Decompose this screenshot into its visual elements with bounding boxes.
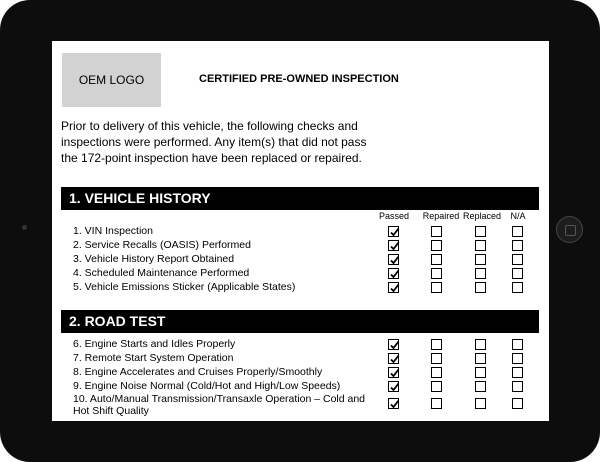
- inspection-item-label: 6. Engine Starts and Idles Properly: [73, 338, 236, 350]
- camera-icon: [22, 225, 27, 230]
- checkbox-passed[interactable]: [388, 268, 399, 279]
- checkbox-na[interactable]: [512, 282, 523, 293]
- checkbox-passed[interactable]: [388, 381, 399, 392]
- section-header: 2. ROAD TEST: [61, 310, 539, 333]
- inspection-row: [52, 393, 549, 417]
- checkbox-replaced[interactable]: [475, 240, 486, 251]
- checkmark-icon: [389, 382, 400, 393]
- section-header: 1. VEHICLE HISTORY: [61, 187, 539, 210]
- document-title: CERTIFIED PRE-OWNED INSPECTION: [199, 73, 399, 85]
- inspection-item-label: 7. Remote Start System Operation: [73, 352, 234, 364]
- checkbox-na[interactable]: [512, 226, 523, 237]
- inspection-item-label: 3. Vehicle History Report Obtained: [73, 253, 235, 265]
- intro-paragraph: [61, 118, 391, 166]
- checkmark-icon: [389, 227, 400, 238]
- inspection-row: [52, 267, 549, 282]
- checkbox-repaired[interactable]: [431, 254, 442, 265]
- checkbox-passed[interactable]: [388, 367, 399, 378]
- inspection-item-label: 2. Service Recalls (OASIS) Performed: [73, 239, 251, 251]
- checkmark-icon: [389, 340, 400, 351]
- checkbox-replaced[interactable]: [475, 367, 486, 378]
- checkbox-na[interactable]: [512, 398, 523, 409]
- checkbox-repaired[interactable]: [431, 240, 442, 251]
- checkbox-replaced[interactable]: [475, 254, 486, 265]
- intro-line: inspections were performed. Any item(s) that did not pass: [61, 135, 367, 149]
- checkbox-na[interactable]: [512, 339, 523, 350]
- inspection-item-label: 4. Scheduled Maintenance Performed: [73, 267, 250, 279]
- checkbox-replaced[interactable]: [475, 268, 486, 279]
- checkmark-icon: [389, 399, 400, 410]
- checkbox-na[interactable]: [512, 240, 523, 251]
- checkmark-icon: [389, 269, 400, 280]
- checkmark-icon: [389, 241, 400, 252]
- checkmark-icon: [389, 354, 400, 365]
- checkbox-na[interactable]: [512, 353, 523, 364]
- checkbox-passed[interactable]: [388, 339, 399, 350]
- inspection-item-label: 10. Auto/Manual Transmission/Transaxle Operation – Cold and Hot Shift Quality: [73, 393, 366, 417]
- home-square-icon: [565, 225, 576, 236]
- checkbox-passed[interactable]: [388, 240, 399, 251]
- checkbox-replaced[interactable]: [475, 226, 486, 237]
- checkbox-passed[interactable]: [388, 282, 399, 293]
- checkbox-na[interactable]: [512, 381, 523, 392]
- inspection-row: [52, 253, 549, 268]
- checkbox-passed[interactable]: [388, 226, 399, 237]
- checkmark-icon: [389, 368, 400, 379]
- inspection-item-label: 1. VIN Inspection: [73, 225, 153, 237]
- column-headers: [52, 211, 549, 223]
- checkbox-passed[interactable]: [388, 254, 399, 265]
- inspection-row: [52, 225, 549, 240]
- checkmark-icon: [389, 255, 400, 266]
- checkbox-na[interactable]: [512, 254, 523, 265]
- checkbox-passed[interactable]: [388, 353, 399, 364]
- checkbox-repaired[interactable]: [431, 367, 442, 378]
- checkbox-repaired[interactable]: [431, 381, 442, 392]
- inspection-item-label: 8. Engine Accelerates and Cruises Properly/Smoothly: [73, 366, 323, 378]
- column-header-na: N/A: [510, 211, 526, 221]
- checkbox-repaired[interactable]: [431, 398, 442, 409]
- inspection-item-label: 5. Vehicle Emissions Sticker (Applicable States): [73, 281, 296, 293]
- inspection-row: [52, 352, 549, 367]
- oem-logo: [62, 53, 161, 107]
- checkbox-replaced[interactable]: [475, 339, 486, 350]
- screen: [52, 41, 549, 421]
- checkbox-repaired[interactable]: [431, 226, 442, 237]
- checkbox-repaired[interactable]: [431, 353, 442, 364]
- logo-text: OEM LOGO: [78, 73, 145, 87]
- checkbox-na[interactable]: [512, 268, 523, 279]
- checkbox-na[interactable]: [512, 367, 523, 378]
- column-header-repaired: Repaired: [422, 211, 460, 221]
- inspection-row: [52, 281, 549, 296]
- checkmark-icon: [389, 283, 400, 294]
- checkbox-replaced[interactable]: [475, 398, 486, 409]
- checkbox-replaced[interactable]: [475, 381, 486, 392]
- checkbox-repaired[interactable]: [431, 339, 442, 350]
- intro-line: the 172-point inspection have been replaced or repaired.: [61, 151, 362, 165]
- checkbox-replaced[interactable]: [475, 282, 486, 293]
- inspection-row: [52, 366, 549, 381]
- checkbox-passed[interactable]: [388, 398, 399, 409]
- checkbox-repaired[interactable]: [431, 268, 442, 279]
- intro-line: Prior to delivery of this vehicle, the following checks and: [61, 119, 358, 133]
- checkbox-replaced[interactable]: [475, 353, 486, 364]
- checkbox-repaired[interactable]: [431, 282, 442, 293]
- inspection-item-label: 9. Engine Noise Normal (Cold/Hot and High/Low Speeds): [73, 380, 341, 392]
- column-header-replaced: Replaced: [462, 211, 502, 221]
- inspection-row: [52, 239, 549, 254]
- column-header-passed: Passed: [378, 211, 410, 221]
- home-button[interactable]: [556, 216, 583, 243]
- inspection-row: [52, 338, 549, 353]
